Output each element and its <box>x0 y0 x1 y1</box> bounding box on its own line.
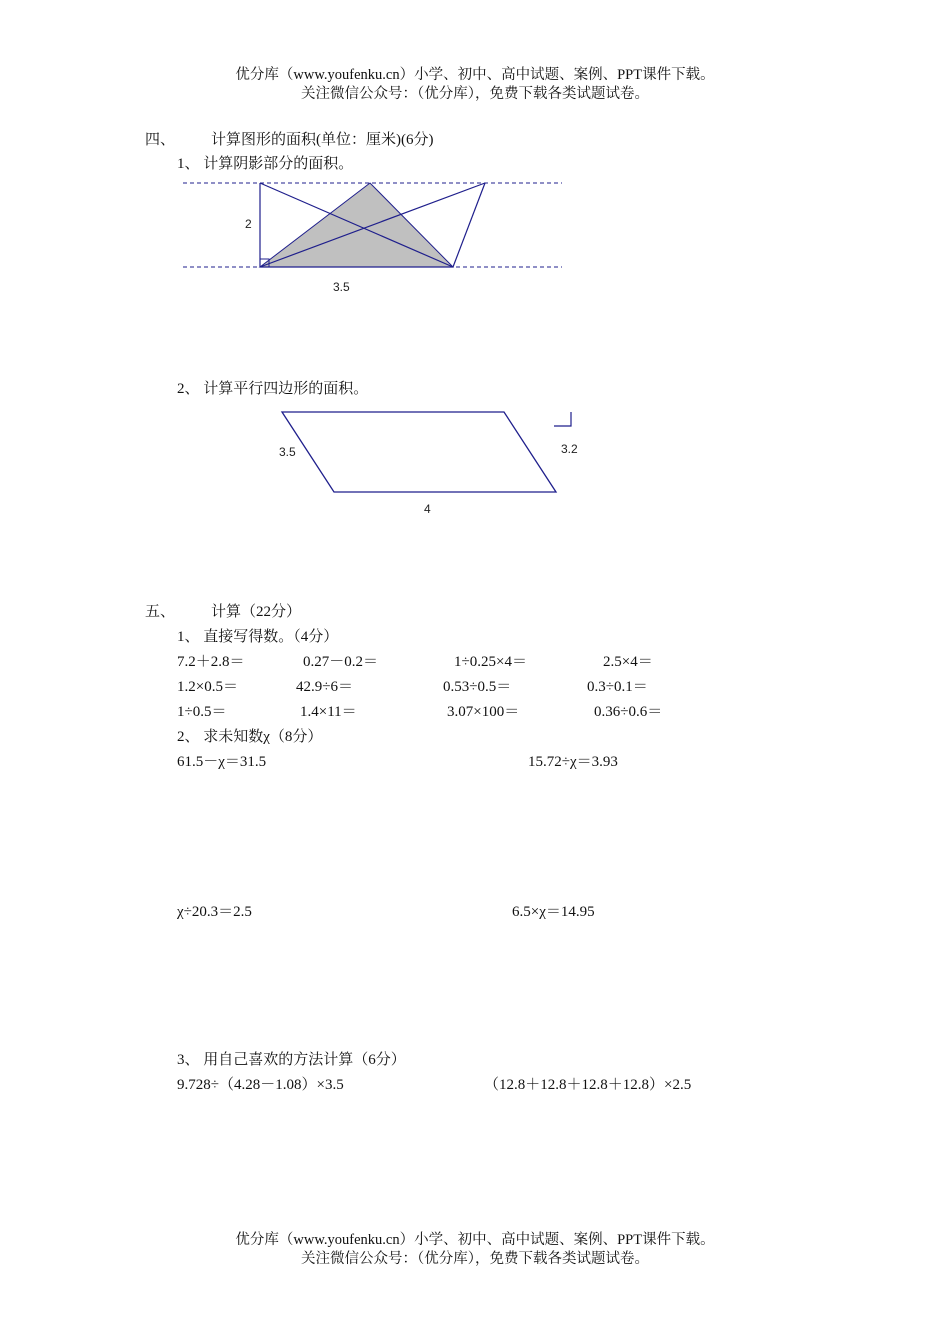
expression-2: （12.8＋12.8＋12.8＋12.8）×2.5 <box>484 1077 692 1093</box>
calc-r2-c2: 42.9÷6＝ <box>296 679 353 695</box>
calc-r1-c3: 1÷0.25×4＝ <box>454 654 527 670</box>
section-5-q2-label: 2、 求未知数χ（8分） <box>177 729 323 745</box>
equation-4: 6.5×χ＝14.95 <box>512 904 595 920</box>
calc-r2-c4: 0.3÷0.1＝ <box>587 679 648 695</box>
figure2-base-label: 4 <box>424 502 431 516</box>
section-5-q3-label: 3、 用自己喜欢的方法计算（6分） <box>177 1052 406 1068</box>
section-4-q1-label: 1、 计算阴影部分的面积。 <box>177 156 354 172</box>
calc-r2-c3: 0.53÷0.5＝ <box>443 679 512 695</box>
section-4-number: 四、 <box>145 132 176 148</box>
footer-line-1: 优分库（www.youfenku.cn）小学、初中、高中试题、案例、PPT课件下载。 <box>235 1232 715 1248</box>
figure1-base-label: 3.5 <box>333 280 350 294</box>
section-5-title: 计算（22分） <box>211 604 302 620</box>
calc-r1-c2: 0.27－0.2＝ <box>303 654 379 670</box>
section-5-q1-label: 1、 直接写得数。（4分） <box>177 629 339 645</box>
section-4-q2-label: 2、 计算平行四边形的面积。 <box>177 381 369 397</box>
calc-r3-c3: 3.07×100＝ <box>447 704 520 720</box>
figure2-height-label: 3.2 <box>561 442 578 456</box>
header-line-1: 优分库（www.youfenku.cn）小学、初中、高中试题、案例、PPT课件下载。 <box>235 67 715 83</box>
expression-1: 9.728÷（4.28－1.08）×3.5 <box>177 1077 344 1093</box>
section-5-number: 五、 <box>145 604 176 620</box>
figure2-side-label: 3.5 <box>279 445 296 459</box>
equation-1: 61.5－χ＝31.5 <box>177 754 267 770</box>
figure1-height-label: 2 <box>245 217 252 231</box>
height-right-angle-mark <box>554 412 571 426</box>
calc-r3-c1: 1÷0.5＝ <box>177 704 227 720</box>
calc-r2-c1: 1.2×0.5＝ <box>177 679 238 695</box>
calc-r1-c1: 7.2＋2.8＝ <box>177 654 245 670</box>
calc-r3-c4: 0.36÷0.6＝ <box>594 704 663 720</box>
header-line-2: 关注微信公众号：（优分库），免费下载各类试题试卷。 <box>301 86 649 102</box>
equation-2: 15.72÷χ＝3.93 <box>528 754 618 770</box>
equation-3: χ÷20.3＝2.5 <box>177 904 252 920</box>
parallelogram <box>282 412 556 492</box>
footer-line-2: 关注微信公众号：（优分库），免费下载各类试题试卷。 <box>301 1251 649 1267</box>
calc-r3-c2: 1.4×11＝ <box>300 704 357 720</box>
section-4-title: 计算图形的面积(单位：厘米)(6分) <box>211 132 434 148</box>
calc-r1-c4: 2.5×4＝ <box>603 654 653 670</box>
right-side-line <box>453 183 485 267</box>
